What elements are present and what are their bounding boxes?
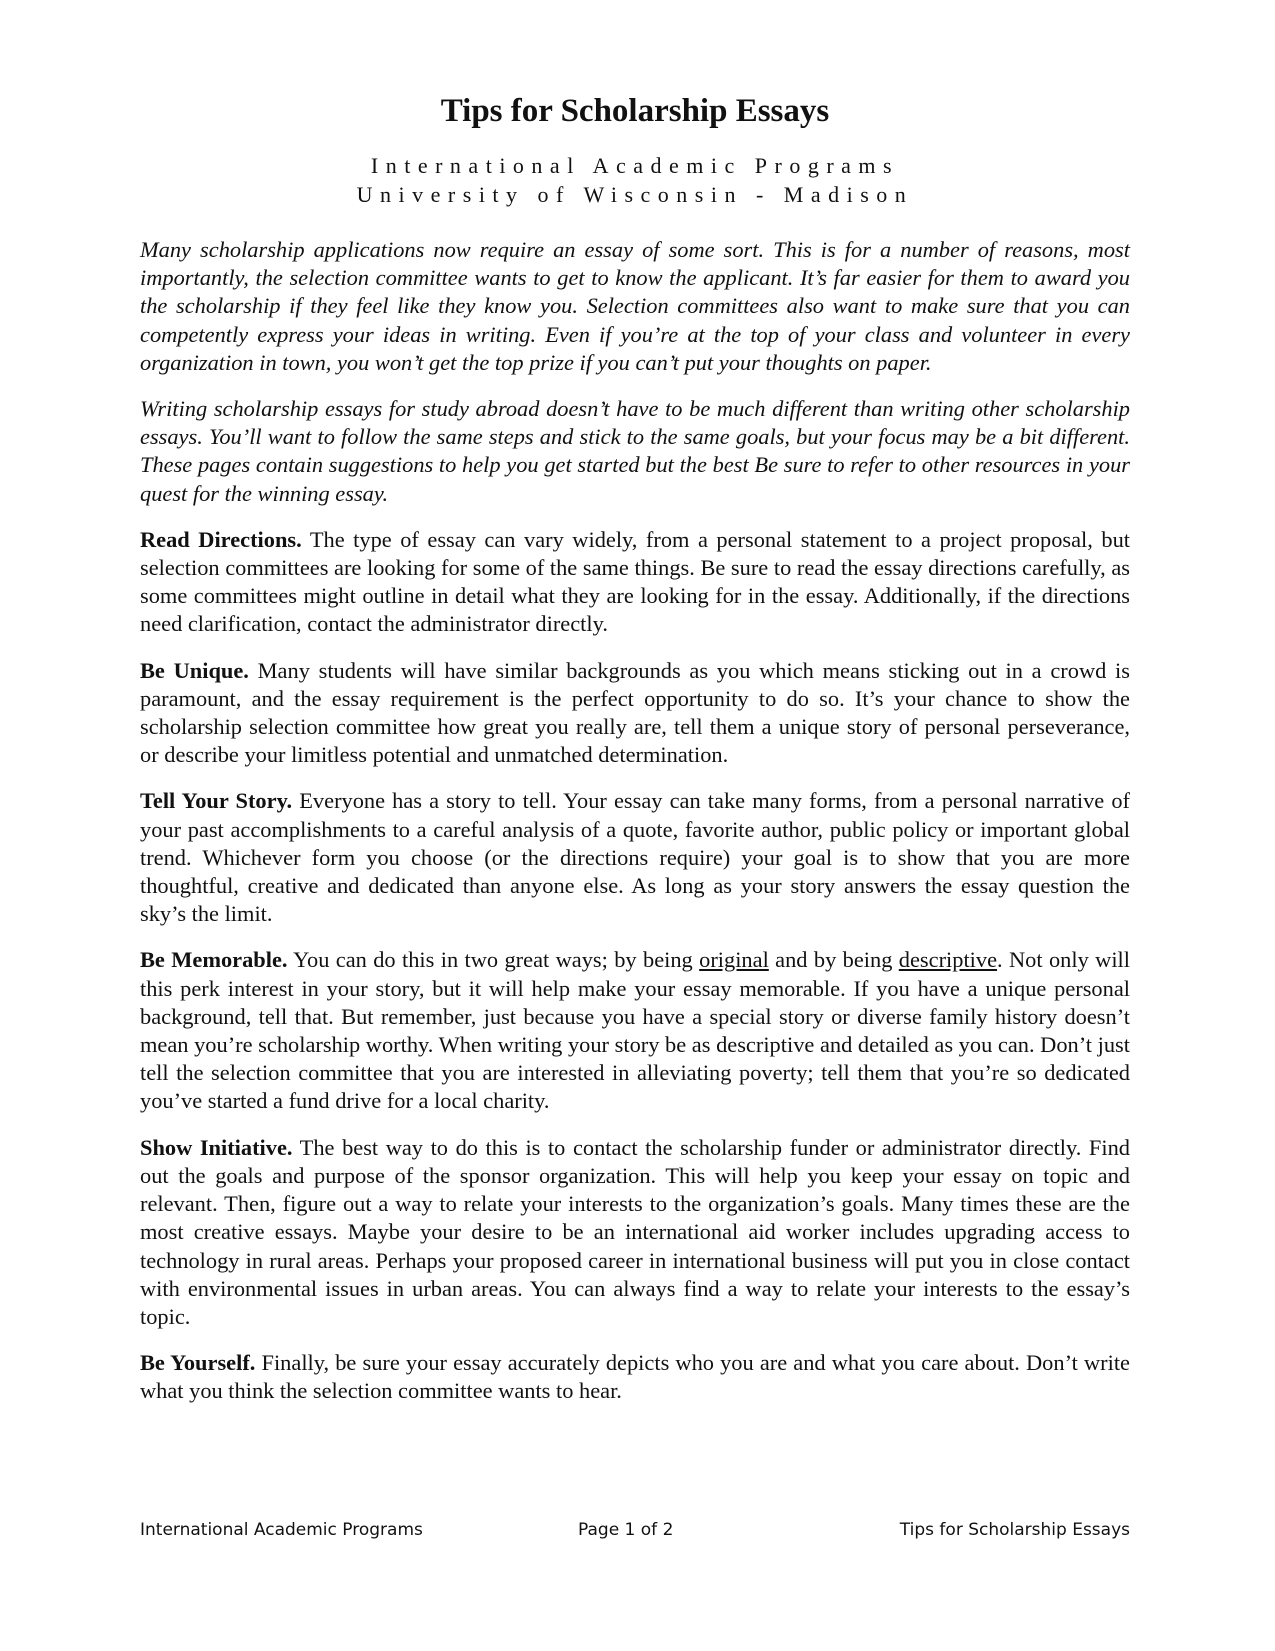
subtitle-department: International Academic Programs [370,153,900,178]
section-text: The best way to do this is to contact the scholarship funder or administrator directly. Find out the goals and purpose of the sponsor organization. This will help you keep your essay on topic and relevant. Then, figure out a way to relate your interests to the organization’s goals. Many times these are the most creative essays. Maybe your desire to be an international aid worker includes upgrading access to technology in rural areas. Perhaps your proposed career in international business will put you in close contact with environmental issues in urban areas. You can always find a way to relate your interests to the essay’s topic. [140,1134,1130,1329]
page-footer [140,1520,1130,1544]
footer-right: Tips for Scholarship Essays [899,1520,1130,1540]
page-title: Tips for Scholarship Essays [440,93,830,129]
section-heading: Tell Your Story. [140,788,293,814]
footer-left: International Academic Programs [140,1520,423,1540]
section-text: and by being [768,947,899,973]
intro-paragraph-2: Writing scholarship essays for study abroad doesn’t have to be much different than writing other scholarship essays. You’ll want to follow the same steps and stick to the same goals, but your focus may be a bit different. These pages contain suggestions to help you get started but the best Be sure to refer to other resources in your quest for the winning essay. [140,396,1130,506]
intro-paragraph-1: Many scholarship applications now require an essay of some sort. This is for a number of reasons, most importantly, the selection committee wants to get to know the applicant. It’s far easier for them to award you the scholarship if they feel like they know you. Selection committees also want to make sure that you can competently express your ideas in writing. Even if you’re at the top of your class and volunteer in every organization in town, you won’t get the top prize if you can’t put your thoughts on paper. [140,237,1130,375]
section-tell-your-story [140,787,1130,928]
underlined-original: original [699,947,769,973]
section-be-yourself [140,1349,1130,1405]
document-page [140,0,1130,1651]
section-heading: Be Unique. [140,657,249,683]
section-heading: Show Initiative. [140,1134,293,1160]
section-heading: Read Directions. [140,526,302,552]
section-text: Many students will have similar backgrounds as you which means sticking out in a crowd is paramount, and the essay requirement is the perfect opportunity to do so. It’s your chance to show the scholarship selection committee how great you really are, tell them a unique story of personal perseverance, or describe your limitless potential and unmatched determination. [140,657,1130,768]
section-be-unique [140,657,1130,770]
section-read-directions [140,526,1130,639]
section-be-memorable [140,946,1130,1115]
section-text: The type of essay can vary widely, from a personal statement to a project proposal, but selection committees are looking for some of the same things. Be sure to read the essay directions carefully, as some committees might outline in detail what they are looking for in the essay. Additionally, if the directions need clarification, contact the administrator directly. [140,526,1131,637]
subtitle-university: University of Wisconsin - Madison [356,182,914,207]
section-show-initiative [140,1134,1130,1331]
section-heading: Be Yourself. [140,1350,256,1376]
section-text: . Not only will this perk interest in your story, but it will help make your essay memorable. If you have a unique personal background, tell that. But remember, just because you have a special story or diverse family history doesn’t mean you’re scholarship worthy. When writing your story be as descriptive and detailed as you can. Don’t just tell the selection committee that you are interested in alleviating poverty; tell them that you’re so dedicated you’ve started a fund drive for a local charity. [140,947,1130,1114]
section-text: Everyone has a story to tell. Your essay can take many forms, from a personal narrative of your past accomplishments to a careful analysis of a quote, favorite author, public policy or important global trend. Whichever form you choose (or the directions require) your goal is to show that you are more thoughtful, creative and dedicated than anyone else. As long as your story answers the essay question the sky’s the limit. [140,788,1131,927]
section-text: Finally, be sure your essay accurately depicts who you are and what you care about. Don’t write what you think the selection committee wants to hear. [140,1350,1130,1404]
underlined-descriptive: descriptive [898,947,998,973]
page-number: Page 1 of 2 [578,1520,674,1540]
document-body [140,236,1130,1424]
section-text: You can do this in two great ways; by being [287,947,700,973]
section-heading: Be Memorable. [140,947,288,973]
